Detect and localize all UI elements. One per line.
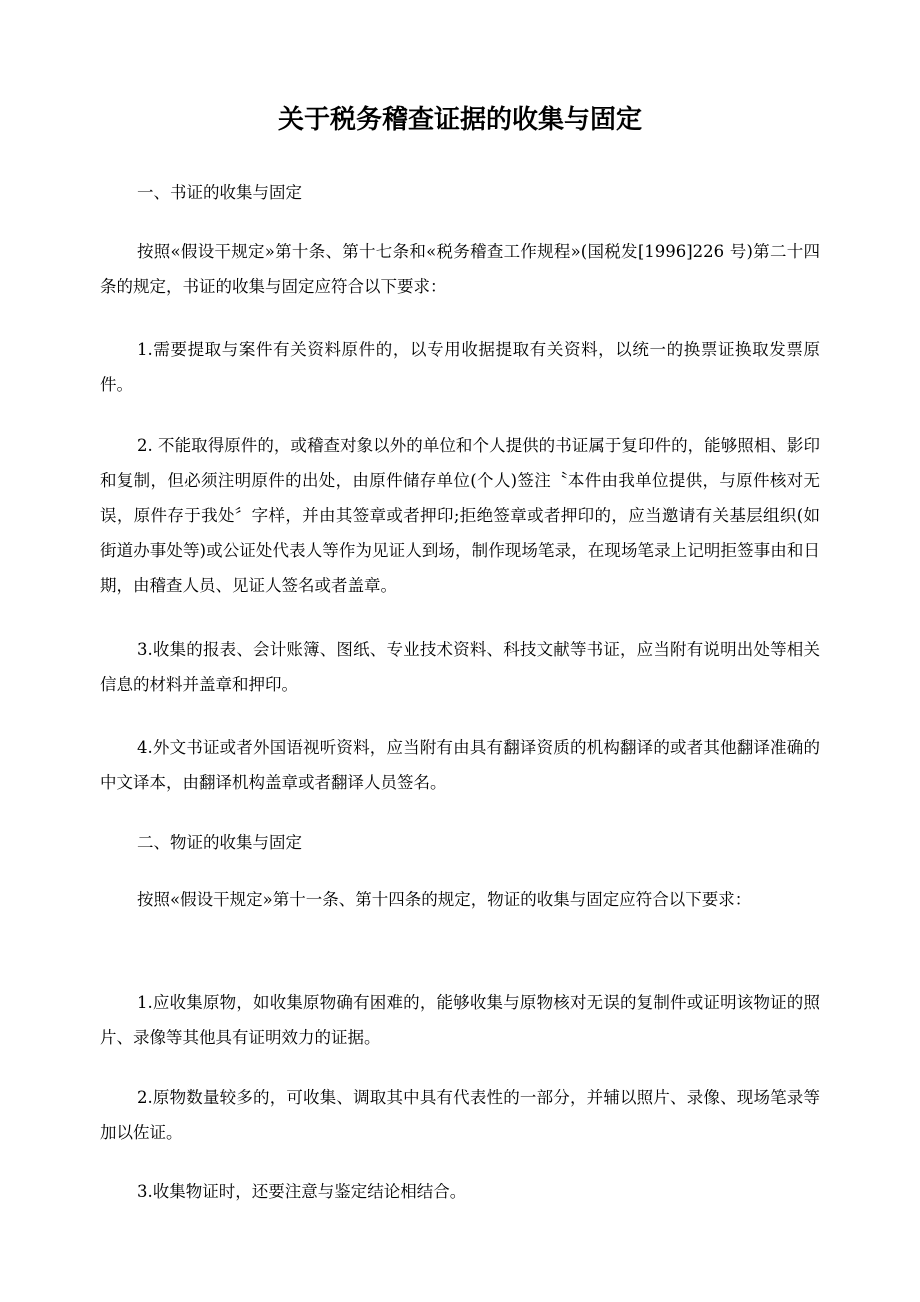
- section1-item-1: 1.需要提取与案件有关资料原件的，以专用收据提取有关资料，以统一的换票证换取发票原件。: [100, 340, 820, 394]
- section1-item-2: 2. 不能取得原件的，或稽查对象以外的单位和个人提供的书证属于复印件的，能够照相、影印和复制，但必须注明原件的出处，由原件储存单位(个人)签注〝本件由我单位提供，与原件核对无误，原件存于我处〞字样，并由其签章或者押印;拒绝签章或者押印的，应当邀请有关基层组织(如街道办事处等)或公证处代表人等作为见证人到场，制作现场笔录，在现场笔录上记明拒签事由和日期，由稽查人员、见证人签名或者盖章。: [100, 436, 820, 595]
- section2-intro-paragraph: 按照«假设干规定»第十一条、第十四条的规定，物证的收集与固定应符合以下要求：: [137, 890, 752, 909]
- section-heading-documentary-evidence: 一、书证的收集与固定: [137, 183, 302, 202]
- section1-item-3: 3.收集的报表、会计账簿、图纸、专业技术资料、科技文献等书证，应当附有说明出处等相关信息的材料并盖章和押印。: [100, 640, 820, 694]
- document-title: 关于税务稽查证据的收集与固定: [277, 105, 642, 135]
- section2-item-1: 1.应收集原物，如收集原物确有困难的，能够收集与原物核对无误的复制件或证明该物证的照片、录像等其他具有证明效力的证据。: [100, 993, 820, 1047]
- section1-item-4: 4.外文书证或者外国语视听资料，应当附有由具有翻译资质的机构翻译的或者其他翻译准确的中文译本，由翻译机构盖章或者翻译人员签名。: [100, 738, 820, 792]
- section1-intro-paragraph: 按照«假设干规定»第十条、第十七条和«税务稽查工作规程»(国税发[1996]226 号)第二十四条的规定，书证的收集与固定应符合以下要求：: [100, 242, 820, 296]
- section2-item-3: 3.收集物证时，还要注意与鉴定结论相结合。: [137, 1182, 467, 1201]
- section-heading-physical-evidence: 二、物证的收集与固定: [137, 833, 302, 852]
- section2-item-2: 2.原物数量较多的，可收集、调取其中具有代表性的一部分，并辅以照片、录像、现场笔录等加以佐证。: [100, 1088, 820, 1142]
